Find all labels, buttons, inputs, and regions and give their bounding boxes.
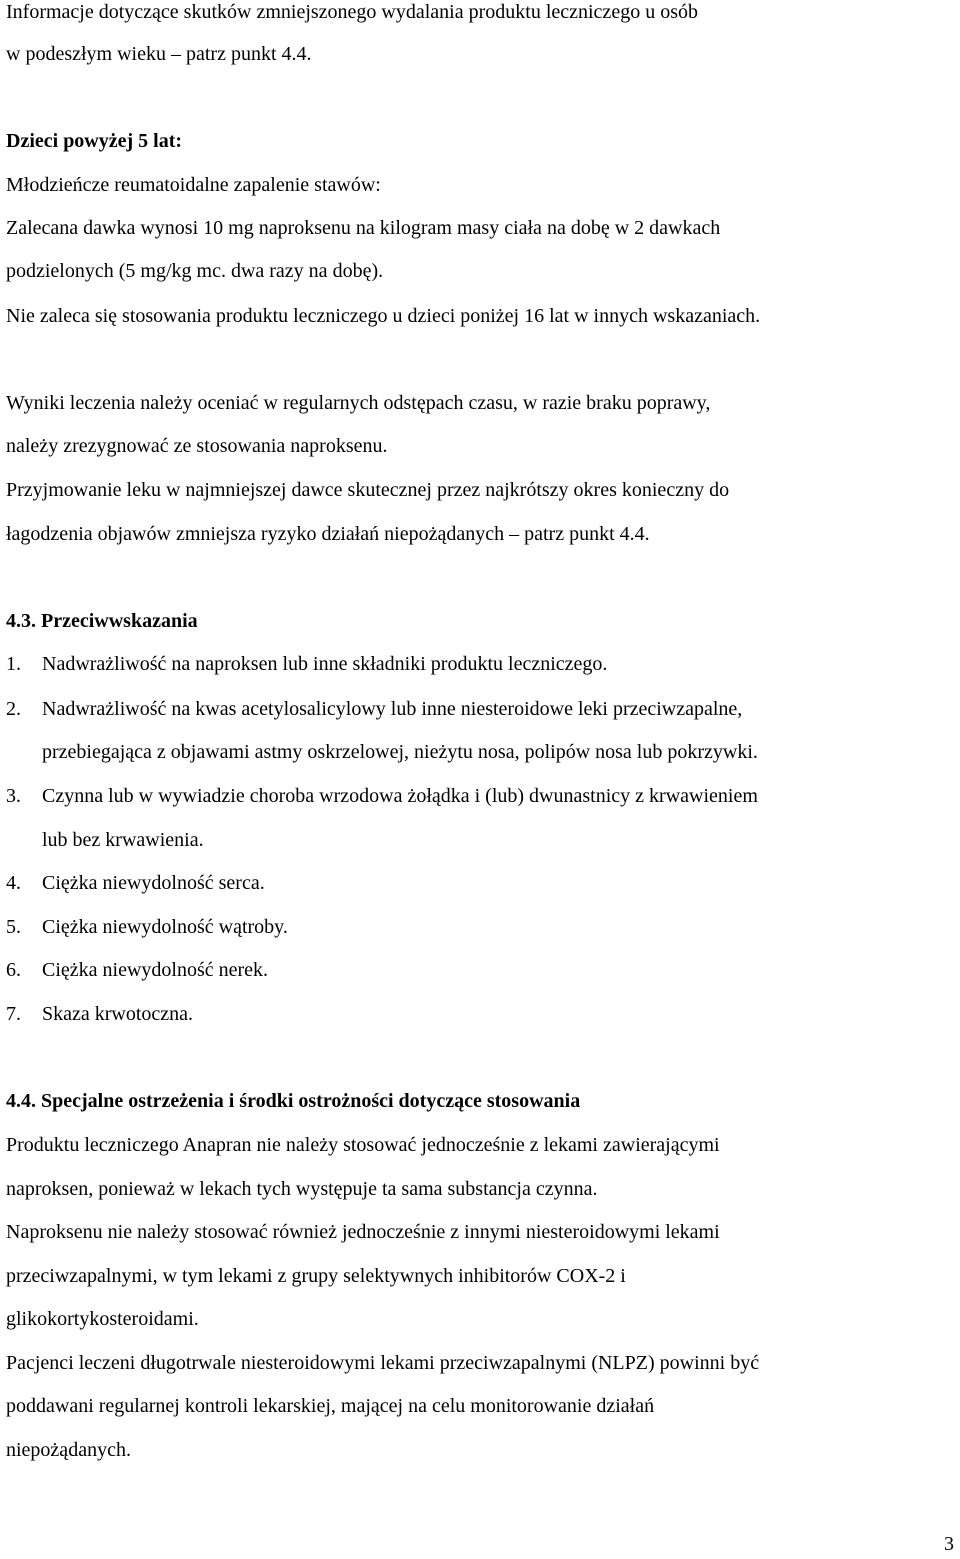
jia-heading: Młodzieńcze reumatoidalne zapalenie stawów: bbox=[6, 174, 381, 196]
contraindication-num-6: 6. bbox=[6, 959, 21, 981]
contraindication-2-line-2: przebiegająca z objawami astmy oskrzelowej, nieżytu nosa, polipów nosa lub pokrzywki. bbox=[42, 741, 758, 763]
contraindication-num-7: 7. bbox=[6, 1003, 21, 1025]
warnings-p1-line-2: naproksen, ponieważ w lekach tych występuje ta sama substancja czynna. bbox=[6, 1178, 598, 1200]
contraindication-num-1: 1. bbox=[6, 653, 21, 675]
warnings-p3-line-2: poddawani regularnej kontroli lekarskiej, mającej na celu monitorowanie działań bbox=[6, 1395, 655, 1417]
warnings-p2-line-1: Naproksenu nie należy stosować również jednocześnie z innymi niesteroidowymi lekami bbox=[6, 1221, 720, 1243]
warnings-p3-line-3: niepożądanych. bbox=[6, 1439, 131, 1461]
contraindication-num-3: 3. bbox=[6, 785, 21, 807]
contraindication-5-line-1: Ciężka niewydolność wątroby. bbox=[42, 916, 288, 938]
contraindications-heading: 4.3. Przeciwwskazania bbox=[6, 610, 198, 632]
contraindication-num-2: 2. bbox=[6, 698, 21, 720]
contraindication-1-line-1: Nadwrażliwość na naproksen lub inne składniki produktu leczniczego. bbox=[42, 653, 608, 675]
contraindication-7-line-1: Skaza krwotoczna. bbox=[42, 1003, 194, 1025]
evaluation-line-4: łagodzenia objawów zmniejsza ryzyko działań niepożądanych – patrz punkt 4.4. bbox=[6, 523, 650, 545]
contraindication-3-line-2: lub bez krwawienia. bbox=[42, 829, 204, 851]
evaluation-line-2: należy zrezygnować ze stosowania naproksenu. bbox=[6, 435, 388, 457]
warnings-p2-line-2: przeciwzapalnymi, w tym lekami z grupy selektywnych inhibitorów COX-2 i bbox=[6, 1265, 626, 1287]
warnings-p2-line-3: glikokortykosteroidami. bbox=[6, 1308, 199, 1330]
warnings-p3-line-1: Pacjenci leczeni długotrwale niesteroidowymi lekami przeciwzapalnymi (NLPZ) powinni być bbox=[6, 1352, 760, 1374]
warnings-p1-line-1: Produktu leczniczego Anapran nie należy stosować jednocześnie z lekami zawierającymi bbox=[6, 1134, 720, 1156]
warnings-heading: 4.4. Specjalne ostrzeżenia i środki ostrożności dotyczące stosowania bbox=[6, 1090, 581, 1112]
children-heading: Dzieci powyżej 5 lat: bbox=[6, 130, 183, 152]
evaluation-line-3: Przyjmowanie leku w najmniejszej dawce skutecznej przez najkrótszy okres konieczny do bbox=[6, 479, 730, 501]
intro-line-1: Informacje dotyczące skutków zmniejszonego wydalania produktu leczniczego u osób bbox=[6, 1, 698, 23]
not-recommended-text: Nie zaleca się stosowania produktu leczniczego u dzieci poniżej 16 lat w innych wskazaniach. bbox=[6, 305, 761, 327]
intro-line-2: w podeszłym wieku – patrz punkt 4.4. bbox=[6, 43, 312, 65]
page-number: 3 bbox=[944, 1533, 954, 1555]
contraindication-4-line-1: Ciężka niewydolność serca. bbox=[42, 872, 265, 894]
dose-line-1: Zalecana dawka wynosi 10 mg naproksenu na kilogram masy ciała na dobę w 2 dawkach bbox=[6, 217, 721, 239]
dose-line-2 bbox=[6, 259, 383, 283]
contraindication-2-line-1: Nadwrażliwość na kwas acetylosalicylowy lub inne niesteroidowe leki przeciwzapalne, bbox=[42, 698, 743, 720]
evaluation-line-1: Wyniki leczenia należy oceniać w regularnych odstępach czasu, w razie braku poprawy, bbox=[6, 392, 711, 414]
contraindication-3-line-1: Czynna lub w wywiadzie choroba wrzodowa żołądka i (lub) dwunastnicy z krwawieniem bbox=[42, 785, 758, 807]
contraindication-num-5: 5. bbox=[6, 916, 21, 938]
contraindication-6-line-1: Ciężka niewydolność nerek. bbox=[42, 959, 269, 981]
dose-line-2-text: podzielonych (5 mg/kg mc. dwa razy na dobę). bbox=[6, 260, 384, 282]
contraindication-num-4: 4. bbox=[6, 872, 21, 894]
